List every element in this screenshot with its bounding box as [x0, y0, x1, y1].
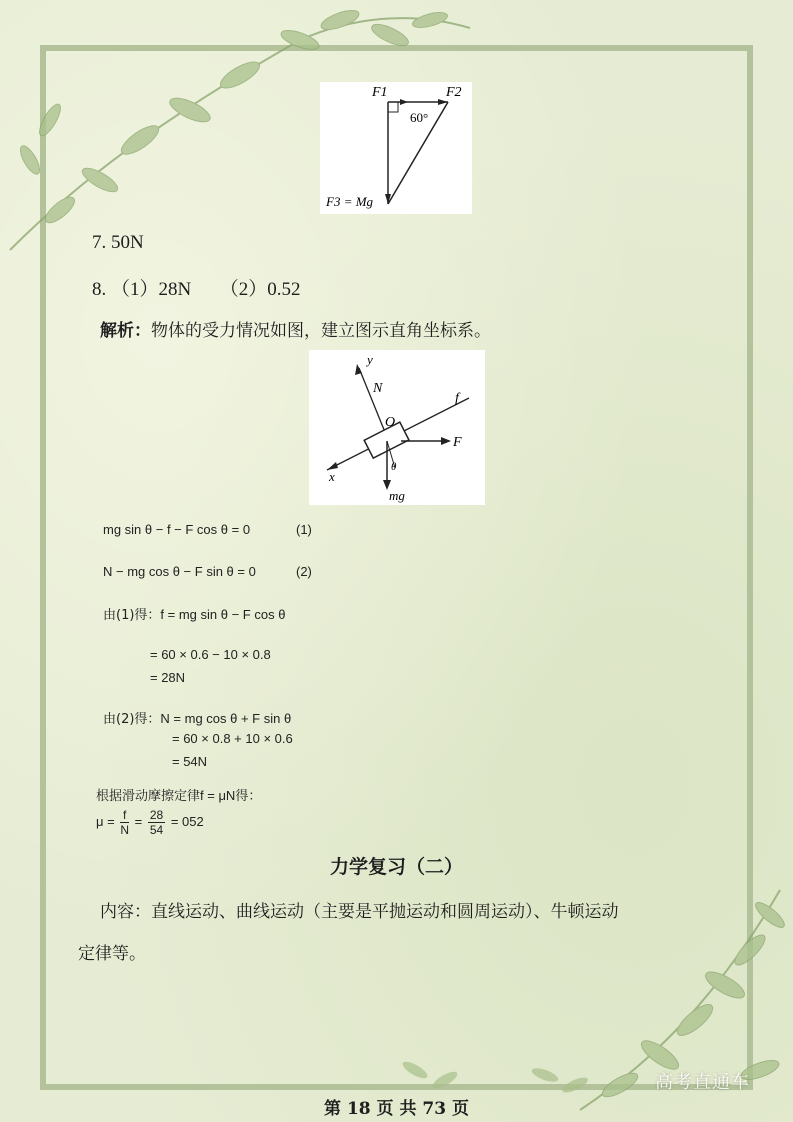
label-mg: mg	[389, 488, 405, 503]
mu-lhs: μ =	[96, 813, 115, 829]
label-f2: F2	[446, 85, 462, 100]
equation-2: N − mg cos θ − F sin θ = 0	[103, 564, 256, 579]
friction-law-formula: f = μN	[200, 788, 236, 803]
fraction-f-num: f	[120, 808, 129, 823]
analysis-label: 解析：	[100, 321, 151, 341]
equation-1: mg sin θ − f − F cos θ = 0	[103, 522, 251, 537]
derive-f-step2: = 28N	[150, 670, 186, 685]
label-f1: F1	[372, 85, 388, 100]
fraction-N-den: N	[120, 823, 129, 837]
force-f-arrowhead	[441, 437, 451, 445]
label-N: N	[373, 381, 383, 396]
equation-2-tag: (2)	[296, 564, 312, 579]
label-F: F	[453, 435, 462, 450]
answer-q7: 7. 50N	[92, 232, 144, 253]
force-triangle-figure	[320, 82, 472, 214]
label-f: f	[455, 391, 459, 406]
derive-N-step1: = 60 × 0.8 + 10 × 0.6	[172, 731, 293, 746]
label-y: y	[367, 352, 373, 367]
derive-N-prefix: 由(2)得：	[103, 712, 161, 727]
mu-calculation	[96, 808, 204, 837]
answer-q8: 8. （1）28N （2）0.52	[92, 279, 301, 300]
right-angle-mark	[388, 102, 398, 112]
fraction-28-over-54	[148, 808, 165, 837]
section-content-line-2: 定律等。	[78, 944, 146, 964]
fraction-f-over-N	[120, 808, 129, 837]
derive-f-step1: = 60 × 0.6 − 10 × 0.8	[150, 647, 271, 662]
derive-f-formula: f = mg sin θ − F cos θ	[160, 607, 286, 622]
label-f3: F3 = Mg	[326, 194, 374, 209]
derive-f-prefix: 由(1)得：	[103, 608, 161, 623]
derive-N-step2: = 54N	[172, 754, 208, 769]
label-O: O	[385, 415, 396, 430]
friction-law-suffix: 得：	[235, 789, 262, 804]
equation-1-tag: (1)	[296, 522, 312, 537]
watermark: 高考直通车	[655, 1072, 750, 1093]
friction-law-prefix: 根据滑动摩擦定律	[96, 789, 201, 804]
label-theta: θ	[391, 461, 397, 473]
label-angle: 60°	[410, 110, 429, 125]
page-footer: 第 18 页 共 73 页	[324, 1099, 469, 1119]
mu-result: = 052	[170, 813, 204, 829]
label-x: x	[329, 469, 335, 484]
section-content-line-1: 内容：直线运动、曲线运动（主要是平抛运动和圆周运动）、牛顿运动	[100, 902, 619, 922]
fraction-54-den: 54	[149, 823, 164, 837]
analysis-text: 物体的受力情况如图，建立图示直角坐标系。	[151, 321, 491, 341]
section-title: 力学复习（二）	[329, 856, 463, 878]
derive-f-line	[103, 604, 285, 623]
fraction-28-num: 28	[149, 808, 164, 822]
f1-arrowhead	[400, 99, 408, 105]
mu-equals: =	[134, 813, 143, 829]
free-body-figure	[309, 350, 485, 505]
analysis-line	[100, 316, 491, 341]
friction-law-line	[96, 785, 261, 804]
derive-N-formula: N = mg cos θ + F sin θ	[160, 711, 292, 726]
derive-N-line	[103, 708, 291, 727]
